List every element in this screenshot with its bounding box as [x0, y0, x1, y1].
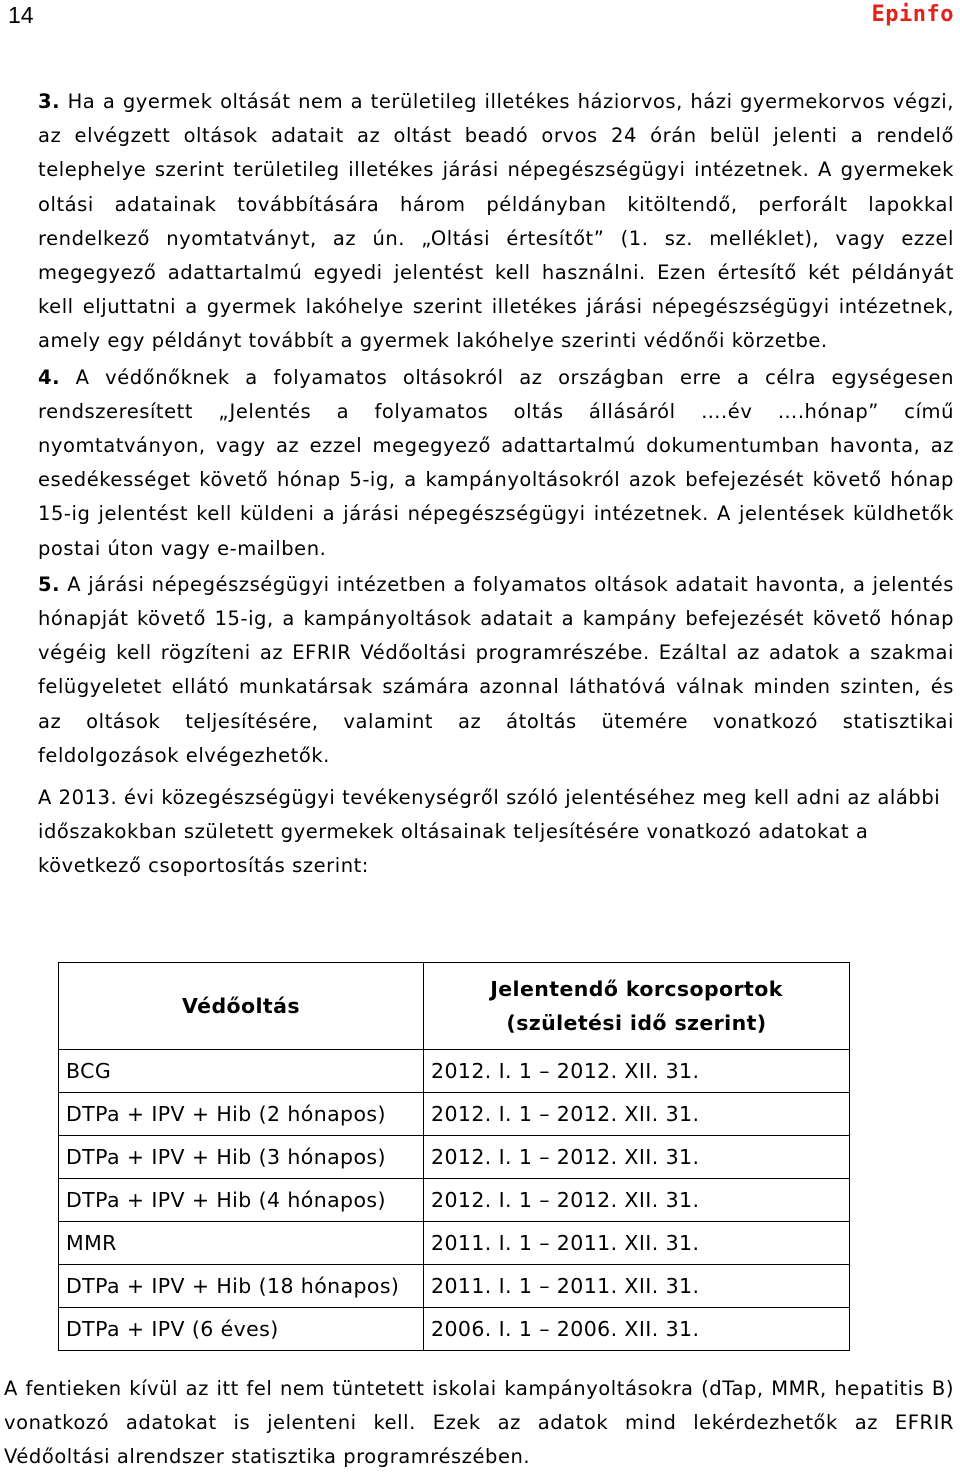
list-item-5 [38, 568, 954, 773]
table-row [59, 1308, 850, 1351]
table-row [59, 1093, 850, 1136]
table-header-row [59, 963, 850, 1050]
table-row [59, 1265, 850, 1308]
page-number: 14 [8, 2, 34, 28]
item-text: Ha a gyermek oltását nem a területileg illetékes háziorvos, házi gyermekorvos végzi, az elvégzett oltások adatait az oltást beadó orvos 24 órán belül jelenti a rendelő telephelye szerint területileg illetékes járási népegészségügyi intézetnek. A gyermekek oltási adatainak továbbítására három példányban kitöltendő, perforált lapokkal rendelkező nyomtatványt, az ún. „Oltási értesítőt” (1. sz. melléklet), vagy ezzel megegyező adattartalmú egyedi jelentést kell használni. Ezen értesítő két példányát kell eljuttatni a gyermek lakóhelye szerint illetékes járási népegészségügyi intézetnek, amely egy példányt továbbít a gyermek lakóhelye szerinti védőnői körzetbe. [38, 90, 954, 353]
vaccine-cell: BCG [59, 1050, 424, 1093]
period-cell: 2012. I. 1 – 2012. XII. 31. [424, 1179, 850, 1222]
table-row [59, 1179, 850, 1222]
vaccine-cell: DTPa + IPV + Hib (3 hónapos) [59, 1136, 424, 1179]
table-row [59, 1050, 850, 1093]
header-age-groups: Jelentendő korcsoportok (születési idő szerint) [424, 963, 850, 1050]
period-cell: 2012. I. 1 – 2012. XII. 31. [424, 1093, 850, 1136]
period-cell: 2006. I. 1 – 2006. XII. 31. [424, 1308, 850, 1351]
vaccine-cell: DTPa + IPV + Hib (18 hónapos) [59, 1265, 424, 1308]
period-cell: 2011. I. 1 – 2011. XII. 31. [424, 1265, 850, 1308]
table-row [59, 1136, 850, 1179]
period-cell: 2011. I. 1 – 2011. XII. 31. [424, 1222, 850, 1265]
list-item-3 [38, 85, 954, 359]
period-cell: 2012. I. 1 – 2012. XII. 31. [424, 1136, 850, 1179]
period-cell: 2012. I. 1 – 2012. XII. 31. [424, 1050, 850, 1093]
intro-paragraph: A 2013. évi közegészségügyi tevékenységről szóló jelentéséhez meg kell adni az alábbi időszakokban született gyermekek oltásainak teljesítésére vonatkozó adatokat a következő csoportosítás szerint: [38, 786, 941, 878]
document-body [38, 85, 954, 903]
vaccine-cell: DTPa + IPV + Hib (4 hónapos) [59, 1179, 424, 1222]
footer-paragraph: A fentieken kívül az itt fel nem tüntetett iskolai kampányoltásokra (dTap, MMR, hepatitis B) vonatkozó adatokat is jelenteni kell. Ezek az adatok mind lekérdezhetők az EFRIR Védőoltási alrendszer statisztika programrészében. [4, 1376, 954, 1468]
vaccine-cell: DTPa + IPV (6 éves) [59, 1308, 424, 1351]
vaccine-cell: MMR [59, 1222, 424, 1265]
vaccination-table [58, 962, 850, 1351]
item-number: 3. [38, 90, 61, 113]
page-header [0, 0, 960, 40]
list-item-4 [38, 361, 954, 566]
item-number: 4. [38, 365, 61, 389]
brand-logo: Epinfo [871, 2, 954, 27]
vaccine-cell: DTPa + IPV + Hib (2 hónapos) [59, 1093, 424, 1136]
header-vaccine: Védőoltás [59, 963, 424, 1050]
item-number: 5. [38, 572, 61, 596]
item-text: A járási népegészségügyi intézetben a folyamatos oltások adatait havonta, a jelentés hónapját követő 15-ig, a kampányoltások adatait a kampány befejezését követő hónap végéig kell rögzíteni az EFRIR Védőoltási programrészébe. Ezáltal az adatok a szakmai felügyeletet ellátó munkatársak számára azonnal láthatóvá válnak minden szinten, és az oltások teljesítésére, valamint az átoltás ütemére vonatkozó statisztikai feldolgozások elvégezhetők. [38, 572, 955, 767]
table-row [59, 1222, 850, 1265]
item-text: A védőnőknek a folyamatos oltásokról az országban erre a célra egységesen rendszeresített „Jelentés a folyamatos oltás állásáról ….év ….hónap” című nyomtatványon, vagy az ezzel megegyező adattartalmú dokumentumban havonta, az esedékességet követő hónap 5-ig, a kampányoltásokról azok befejezését követő hónap 15-ig jelentést kell küldeni a járási népegészségügyi intézetnek. A jelentések küldhetők postai úton vagy e-mailben. [38, 365, 954, 560]
